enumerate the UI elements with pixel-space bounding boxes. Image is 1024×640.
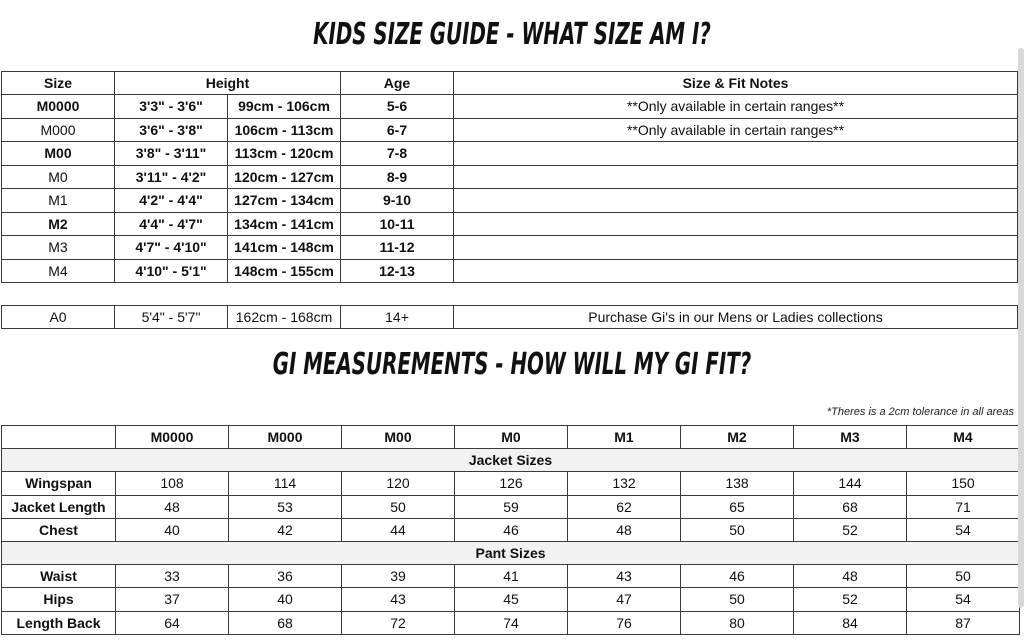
measurement-cell: 48 [568, 518, 681, 541]
height-imperial-cell: 3'8" - 3'11" [115, 142, 228, 166]
height-imperial-cell: 3'11" - 4'2" [115, 165, 228, 189]
size-header-cell: M4 [907, 426, 1020, 449]
height-imperial-cell: 3'3" - 3'6" [115, 95, 228, 119]
table-row [2, 95, 1018, 119]
notes-cell [454, 165, 1018, 189]
size-cell: M000 [2, 118, 115, 142]
measurement-cell: 33 [116, 565, 229, 588]
measurement-cell: 42 [229, 518, 342, 541]
size-cell: M4 [2, 259, 115, 283]
measurement-cell: 50 [681, 588, 794, 611]
measurement-cell: 48 [116, 495, 229, 518]
table-row [2, 118, 1018, 142]
measurement-cell: 68 [229, 611, 342, 634]
height-imperial-cell: 4'7" - 4'10" [115, 236, 228, 260]
gi-measurements-table [1, 425, 1020, 635]
row-label: Chest [2, 518, 116, 541]
header-age: Age [341, 72, 454, 95]
height-metric-cell: 120cm - 127cm [228, 165, 341, 189]
height-metric-cell: 113cm - 120cm [228, 142, 341, 166]
measurement-cell: 132 [568, 472, 681, 495]
measurement-cell: 47 [568, 588, 681, 611]
height-metric-cell: 134cm - 141cm [228, 212, 341, 236]
row-label: Hips [2, 588, 116, 611]
measurement-cell: 39 [342, 565, 455, 588]
notes-cell [454, 189, 1018, 213]
measurement-cell: 72 [342, 611, 455, 634]
measurement-cell: 54 [907, 518, 1020, 541]
table-row [2, 142, 1018, 166]
row-label: Jacket Length [2, 495, 116, 518]
height-metric-cell: 148cm - 155cm [228, 259, 341, 283]
measurement-cell: 37 [116, 588, 229, 611]
height-imperial-cell: 4'2" - 4'4" [115, 189, 228, 213]
measurement-cell: 52 [794, 588, 907, 611]
row-label: Length Back [2, 611, 116, 634]
height-imperial-cell: 3'6" - 3'8" [115, 118, 228, 142]
age-cell: 8-9 [341, 165, 454, 189]
size-cell: M2 [2, 212, 115, 236]
measurement-cell: 43 [342, 588, 455, 611]
header-notes: Size & Fit Notes [454, 72, 1018, 95]
section-label: Jacket Sizes [2, 449, 1020, 472]
age-cell: 7-8 [341, 142, 454, 166]
measurement-cell: 76 [568, 611, 681, 634]
adult-size-table [1, 305, 1018, 329]
size-table-header [2, 72, 1018, 95]
notes-cell [454, 212, 1018, 236]
notes-cell [454, 259, 1018, 283]
measurement-cell: 68 [794, 495, 907, 518]
measurement-cell: 150 [907, 472, 1020, 495]
height-metric-cell: 162cm - 168cm [228, 306, 341, 329]
measurement-cell: 48 [794, 565, 907, 588]
table-row [2, 212, 1018, 236]
measurement-cell: 71 [907, 495, 1020, 518]
height-metric-cell: 106cm - 113cm [228, 118, 341, 142]
measurement-cell: 36 [229, 565, 342, 588]
measurement-cell: 138 [681, 472, 794, 495]
table-row [2, 306, 1018, 329]
height-imperial-cell: 4'10" - 5'1" [115, 259, 228, 283]
measurement-cell: 62 [568, 495, 681, 518]
corner-cell [2, 426, 116, 449]
measurement-cell: 65 [681, 495, 794, 518]
height-imperial-cell: 5'4" - 5'7" [115, 306, 228, 329]
row-label: Waist [2, 565, 116, 588]
measurement-cell: 45 [455, 588, 568, 611]
age-cell: 14+ [341, 306, 454, 329]
size-cell: M00 [2, 142, 115, 166]
height-imperial-cell: 4'4" - 4'7" [115, 212, 228, 236]
measurement-cell: 40 [229, 588, 342, 611]
measurement-cell: 54 [907, 588, 1020, 611]
table-row [2, 165, 1018, 189]
size-cell: M0 [2, 165, 115, 189]
size-header-cell: M0000 [116, 426, 229, 449]
size-header-cell: M1 [568, 426, 681, 449]
section-label: Pant Sizes [2, 541, 1020, 564]
table-row [2, 259, 1018, 283]
age-cell: 9-10 [341, 189, 454, 213]
height-metric-cell: 141cm - 148cm [228, 236, 341, 260]
table-row [2, 495, 1020, 518]
notes-cell: Purchase Gi's in our Mens or Ladies collections [454, 306, 1018, 329]
measurement-cell: 50 [907, 565, 1020, 588]
size-cell: M0000 [2, 95, 115, 119]
measurement-cell: 114 [229, 472, 342, 495]
height-metric-cell: 99cm - 106cm [228, 95, 341, 119]
size-header-cell: M00 [342, 426, 455, 449]
table-row [2, 236, 1018, 260]
table-row [2, 189, 1018, 213]
measurement-cell: 43 [568, 565, 681, 588]
measurement-cell: 80 [681, 611, 794, 634]
measurement-cell: 53 [229, 495, 342, 518]
size-header-cell: M0 [455, 426, 568, 449]
age-cell: 12-13 [341, 259, 454, 283]
measurement-cell: 120 [342, 472, 455, 495]
header-height: Height [115, 72, 341, 95]
table-row [2, 518, 1020, 541]
size-cell: A0 [2, 306, 115, 329]
measurement-cell: 50 [342, 495, 455, 518]
table-row [2, 565, 1020, 588]
measurement-cell: 52 [794, 518, 907, 541]
measurement-cell: 44 [342, 518, 455, 541]
age-cell: 11-12 [341, 236, 454, 260]
row-label: Wingspan [2, 472, 116, 495]
notes-cell [454, 142, 1018, 166]
notes-cell: **Only available in certain ranges** [454, 118, 1018, 142]
height-metric-cell: 127cm - 134cm [228, 189, 341, 213]
table-row [2, 611, 1020, 634]
size-header-cell: M3 [794, 426, 907, 449]
tolerance-note: *Theres is a 2cm tolerance in all areas [826, 406, 1014, 418]
header-size: Size [2, 72, 115, 95]
measurement-cell: 144 [794, 472, 907, 495]
section-row [2, 541, 1020, 564]
age-cell: 10-11 [341, 212, 454, 236]
measurement-cell: 74 [455, 611, 568, 634]
measurement-cell: 41 [455, 565, 568, 588]
notes-cell [454, 236, 1018, 260]
measurement-cell: 40 [116, 518, 229, 541]
gi-measurements-title: GI MEASUREMENTS - HOW WILL MY GI FIT? [272, 347, 752, 382]
measurement-cell: 64 [116, 611, 229, 634]
notes-cell: **Only available in certain ranges** [454, 95, 1018, 119]
size-guide-table [1, 71, 1018, 283]
page-title: KIDS SIZE GUIDE - WHAT SIZE AM I? [313, 17, 711, 52]
size-header-cell: M000 [229, 426, 342, 449]
measurement-cell: 59 [455, 495, 568, 518]
size-cell: M1 [2, 189, 115, 213]
age-cell: 6-7 [341, 118, 454, 142]
age-cell: 5-6 [341, 95, 454, 119]
measurement-cell: 126 [455, 472, 568, 495]
size-cell: M3 [2, 236, 115, 260]
table-row [2, 472, 1020, 495]
scrollbar[interactable] [1018, 48, 1024, 608]
measurement-cell: 46 [455, 518, 568, 541]
measurement-cell: 87 [907, 611, 1020, 634]
table-row [2, 588, 1020, 611]
measurement-cell: 84 [794, 611, 907, 634]
section-row [2, 449, 1020, 472]
gi-table-header [2, 426, 1020, 449]
measurement-cell: 46 [681, 565, 794, 588]
measurement-cell: 50 [681, 518, 794, 541]
size-header-cell: M2 [681, 426, 794, 449]
measurement-cell: 108 [116, 472, 229, 495]
